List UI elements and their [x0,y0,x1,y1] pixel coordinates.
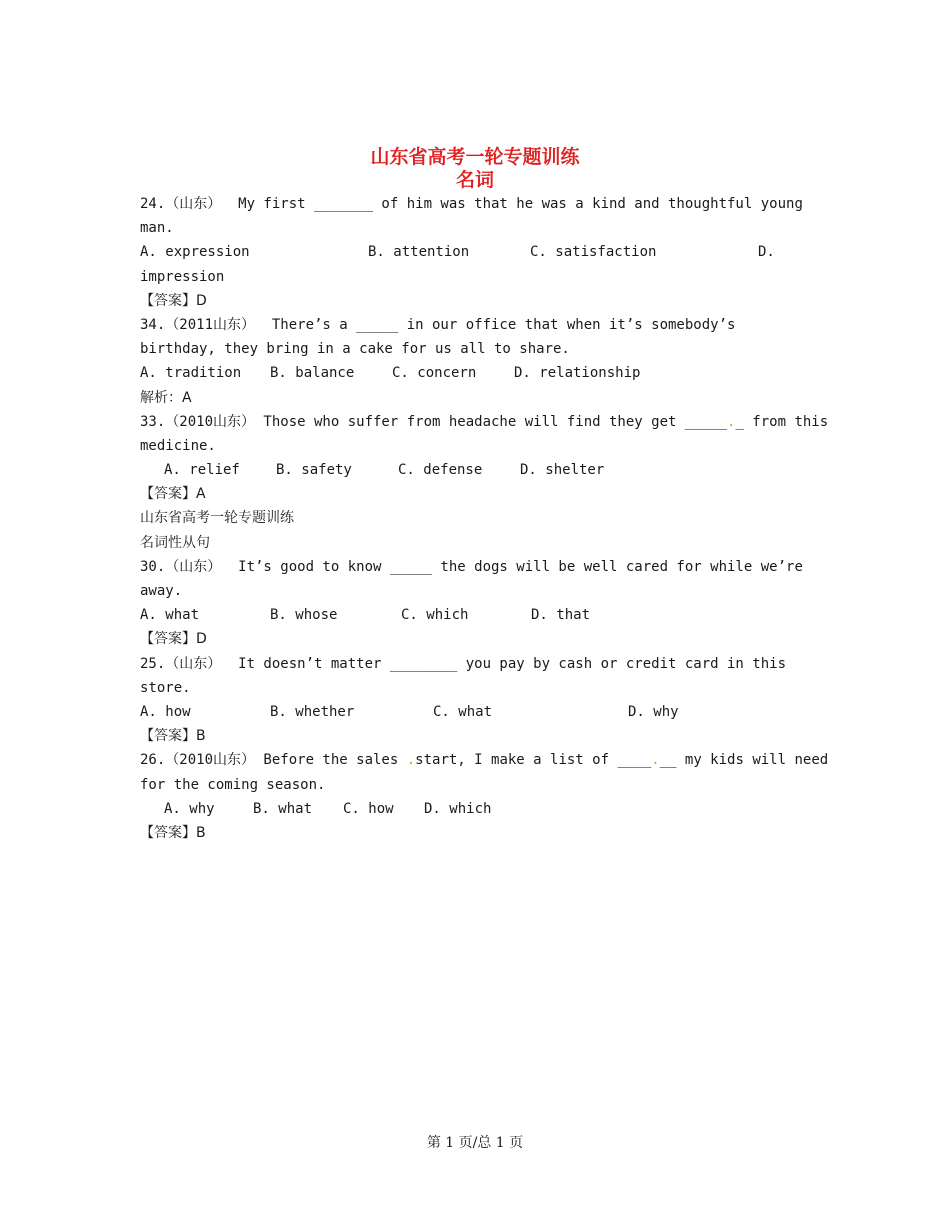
question-30-stem-cont: away. [140,583,183,599]
question-34-stem-cont: birthday, they bring in a cake for us all to share. [140,341,570,358]
option-d: D. which [424,800,492,817]
question-33-stem [140,410,829,434]
section-subtitle: 名词性从句 [140,534,210,551]
option-c: C. concern [392,365,477,382]
option-a: A. relief [164,462,240,479]
option-c: C. satisfaction [530,244,657,261]
question-26-answer: 【答案】B [140,824,206,841]
question-25-stem: 25.（山东） It doesn’t matter ________ you pay by cash or credit card in this [140,655,787,672]
section-title: 山东省高考一轮专题训练 [140,510,294,527]
question-24-answer: 【答案】D [140,292,207,309]
question-list [140,192,829,845]
marker-dot: . [406,752,416,769]
question-30-stem: 30.（山东） It’s good to know _____ the dogs will be well cared for while we’re [140,558,803,575]
option-b: B. what [253,800,313,817]
option-c: C. how [343,800,394,817]
question-33-stem-cont: medicine. [140,437,216,454]
stem-text: 26.（2010山东） Before the sales [140,752,407,769]
option-c: C. which [401,607,469,624]
option-c: C. what [433,703,493,720]
option-d: D. relationship [514,365,641,382]
option-d: D. why [628,703,679,720]
question-30-answer: 【答案】D [140,631,207,648]
option-a: A. what [140,607,200,624]
option-b: B. attention [368,244,470,261]
option-a: A. how [140,703,191,720]
option-a: A. why [164,800,215,817]
option-d: D. [758,244,775,261]
stem-text: start, I make a list of ____ [415,752,652,769]
question-34-answer: 解析：A [140,389,192,406]
question-26-stem [140,748,829,772]
marker-dot: . [727,413,736,430]
marker-dot: . [651,752,660,769]
document-subtitle: 名词 [455,169,494,191]
option-d: D. shelter [520,462,605,479]
question-26-stem-cont: for the coming season. [140,776,326,793]
question-34-options [140,361,810,385]
question-33-answer: 【答案】A [140,486,206,503]
option-c: C. defense [398,462,483,479]
option-b: B. balance [270,365,355,382]
document-title: 山东省高考一轮专题训练 [370,146,580,168]
option-d: D. that [531,607,591,624]
question-26-options [140,797,810,821]
question-24-option-d-text: impression [140,268,225,285]
question-24-options [140,240,810,264]
question-25-options [140,700,810,724]
question-33-options [140,458,810,482]
question-34-stem: 34.（2011山东） There’s a _____ in our office that when it’s somebody’s [140,316,736,333]
option-a: A. tradition [140,365,242,382]
stem-text: __ my kids will need [659,752,829,769]
stem-text: _ from this [735,413,829,430]
question-30-options [140,603,810,627]
option-a: A. expression [140,244,250,261]
option-b: B. safety [276,462,352,479]
question-24-stem: 24.（山东） My first _______ of him was that he was a kind and thoughtful young [140,196,803,212]
question-25-answer: 【答案】B [140,728,206,745]
option-b: B. whether [270,703,355,720]
question-25-stem-cont: store. [140,679,191,696]
question-24-stem-cont: man. [140,220,174,237]
stem-text: 33.（2010山东） Those who suffer from headache will find they get _____ [140,413,728,430]
option-b: B. whose [270,607,338,624]
page-footer: 第 1 页/总 1 页 [426,1135,524,1151]
